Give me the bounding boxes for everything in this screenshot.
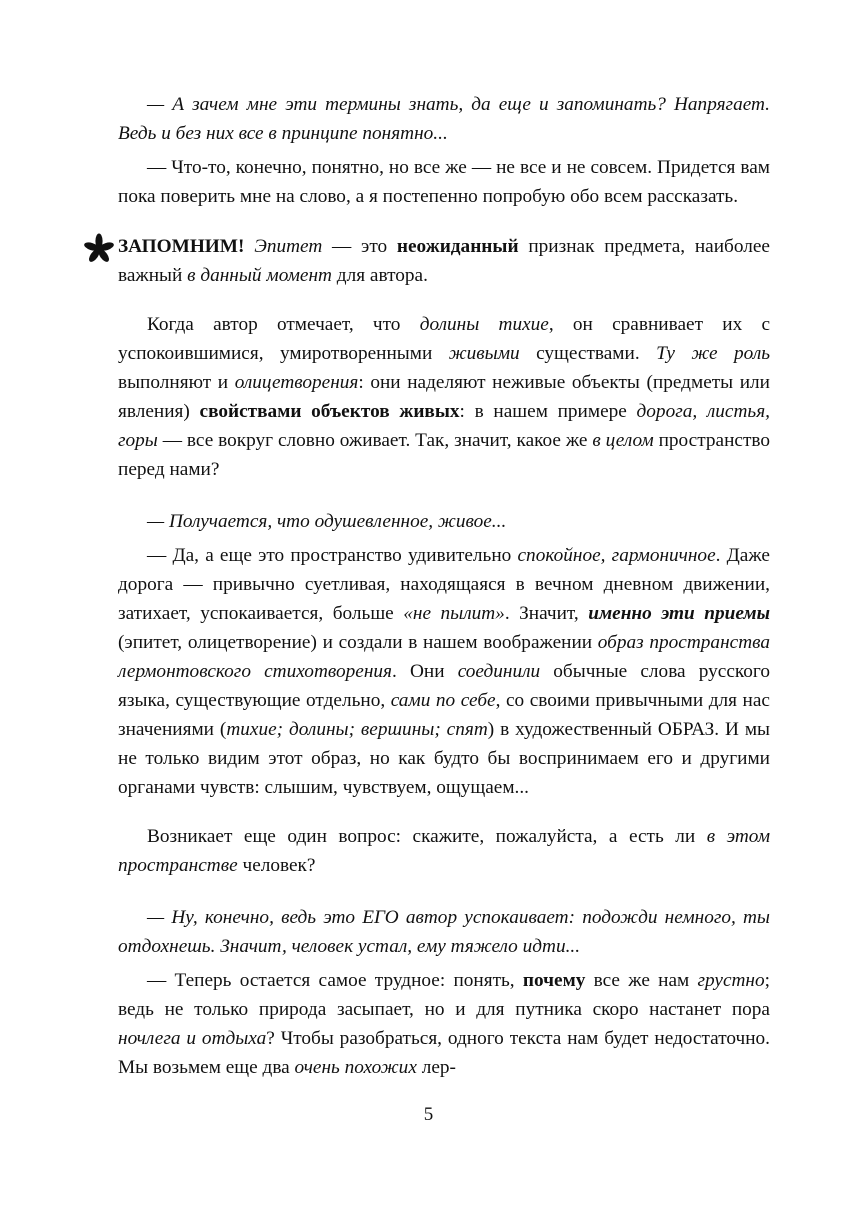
- paragraph-epithet: Когда автор отмечает, что долины тихие, он сравнивает их с успокоившимися, умиротворенными живыми существами. Ту же роль выполняют и олицетворения: они наделяют неживые объекты (предметы или явления) свойствами объектов живых: в нашем примере дорога, листья, горы — все вокруг словно оживает. Так, значит, какое же в целом пространство перед нами?: [118, 314, 771, 480]
- dialog1-answer: — Что-то, конечно, понятно, но все же — не все и не совсем. Придется вам пока поверить мне на слово, а я постепенно попробую обо всем рассказать.: [118, 157, 770, 207]
- remember-note: ЗАПОМНИМ! Эпитет — это неожиданный признак предмета, наиболее важный в данный момент для автора.: [118, 232, 770, 290]
- paragraph-question-person: Возникает еще один вопрос: скажите, пожалуйста, а есть ли в этом пространстве человек?: [118, 826, 770, 876]
- dialog1-question: — А зачем мне эти термины знать, да еще и запоминать? Напрягает. Ведь и без них все в принципе понятно...: [118, 94, 770, 144]
- asterisk-flower-icon: [82, 233, 116, 265]
- dialog2-question: — Получается, что одушевленное, живое...: [147, 511, 507, 532]
- page-body: [118, 90, 770, 1082]
- remember-label: ЗАПОМНИМ!: [118, 236, 245, 257]
- dialog2-answer: — Да, а еще это пространство удивительно спокойное, гармоничное. Даже дорога — привычно суетливая, находящаяся в вечном дневном движении, затихает, успокаивается, больше «не пылит». Значит, именно эти приемы (эпитет, олицетворение) и создали в нашем воображении образ пространства лермонтовского стихотворения. Они соединили обычные слова русского языка, существующие отдельно, сами по себе, со своими привычными для нас значениями (тихие; долины; вершины; спят) в художественный ОБРАЗ. И мы не только видим этот образ, но как будто бы воспринимаем его и другими органами чувств: слышим, чувствуем, ощущаем...: [118, 545, 770, 798]
- page-number: 5: [423, 1104, 434, 1125]
- dialog3-answer: — Теперь остается самое трудное: понять, почему все же нам грустно; ведь не только природа засыпает, но и для путника скоро настанет пора ночлега и отдыха? Чтобы разобраться, одного текста нам будет недостаточно. Мы возьмем еще два очень похожих лер-: [118, 970, 770, 1078]
- dialog3-question: — Ну, конечно, ведь это ЕГО автор успокаивает: подожди немного, ты отдохнешь. Значит, человек устал, ему тяжело идти...: [118, 907, 770, 957]
